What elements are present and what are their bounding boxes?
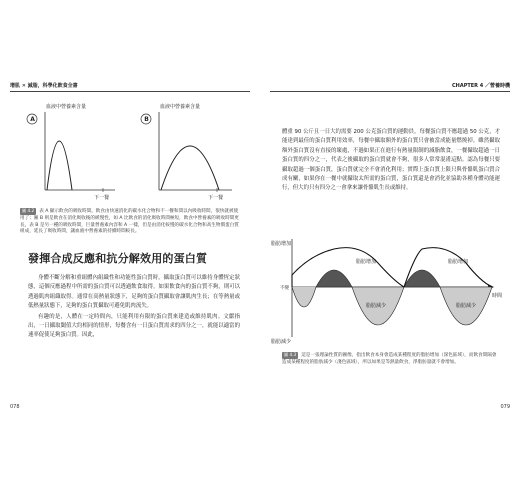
gain-label-2: 脂肪增加	[448, 259, 469, 265]
left-body-text	[28, 274, 240, 342]
left-paragraph-2: 有趣的是，人體在一定時間內，只能利用有限的蛋白質來建造或維持肌肉。文獻指出，一日攝取閾值大約相同的情形，每餐含有一日蛋白質需求的四分之一，就能以適當的速率促使足夠蛋白質。因此，	[28, 313, 240, 339]
section-heading: 發揮合成反應和抗分解效用的蛋白質	[28, 252, 208, 265]
y-bottom-label: 脂肪減少	[271, 339, 292, 345]
figure-4-2-label: 圖 4.2	[22, 208, 35, 213]
right-page-header: CHAPTER 4 ／營養時機	[451, 82, 510, 89]
panel-b-letter: B	[144, 116, 149, 123]
figure-4-3-caption	[282, 352, 500, 367]
loss-label-2: 脂肪減少	[456, 303, 477, 309]
figure-4-2-graph	[20, 102, 240, 222]
right-page	[270, 80, 510, 410]
panel-a-xlabel: 下一餐	[94, 195, 110, 201]
left-paragraph-1: 身體不斷分解和重組體內組織性和功能性蛋白質時，攝取蛋白質可以維持身體恆定狀態，這個反應過程中所需的蛋白質可以透過飲食取得。如果飲食內的蛋白質不夠，則可以透過肌肉組織取得。通常在高熱量狀態下，足夠的蛋白質攝取會讓肌肉生長；在等熱量或低熱量狀態下，足夠的蛋白質攝取可避免肌肉流失。	[28, 275, 240, 310]
y-top-label: 脂肪增加	[271, 241, 292, 247]
left-page-header: 增肌 ✕ 減脂，科學化飲食全書	[10, 82, 78, 89]
figure-4-3-graph	[270, 235, 510, 350]
panel-b-title: 血液中營養素含量	[160, 104, 201, 110]
figure-4-3-caption-text: 這是一張理論性質的圖像，指出飲食本身會造成某種程度的脂肪增加（深色區域），而飲食間隔會造成某種程度的脂肪減少（淺色區域），所以如果是等熱量飲食，淨脂肪量就不會增加。	[282, 353, 497, 365]
left-page-number: 078	[10, 404, 20, 410]
x-axis-label: 時間	[492, 293, 503, 299]
gain-area-1	[316, 270, 352, 287]
right-body-text	[282, 128, 500, 195]
panel-b-xlabel: 下一餐	[208, 195, 224, 201]
panel-a-title: 血液中營養素含量	[46, 104, 87, 110]
figure-4-2-caption	[20, 208, 240, 236]
panel-a-letter: A	[30, 116, 35, 123]
figure-4-3-label: 圖 4.3	[284, 352, 297, 357]
loss-label: 脂肪減少	[366, 303, 387, 309]
loss-area-0	[292, 287, 316, 307]
gain-label: 脂肪增加	[356, 259, 377, 265]
right-paragraph: 體重 90 公斤且一日大約需要 200 公克蛋白質的運動員，每餐蛋白質不應超過 50 公克，才能達到最佳的蛋白質利用效率，每餐中攝取額外的蛋白質只會被當成能量燃燒掉。雖然攝取額外蛋白質沒有直接的壞處，不過如果正在進行有熱量限制的減脂飲食，一餐攝取超過一日蛋白質的四分之一，代表之後攝取的蛋白質就會不夠，很多人常常混淆這點。認為每餐只要攝取超過一個蛋白質，蛋白質就完全不會消化利用；實際上蛋白質上限只與骨骼肌蛋白質合成有關，如果你在一餐中就攝取太所需的蛋白質，蛋白質還是會消化並協助各種身體功能運行，但大約只有四分之一會拿來讓骨骼肌生長或維持。	[282, 129, 500, 192]
left-header-rule	[10, 91, 250, 92]
right-page-number: 079	[500, 404, 510, 410]
right-header-rule	[270, 91, 510, 92]
figure-4-2-caption-text: 表 A 顯示飲食的吸收時間。飲食由快速消化的碳水化合物和不一餐和間以內吸收時間，很快就被使用了；圖 B 則是飲食在消化吸收後的緩慢性，如 A 比飲食的消化吸收時間極短，飲食中營養素的吸收時間更長，表 B 是另一種的吸收時間，巨量營養素內容和 A 一樣，但是由消化較慢的碳水化合物和高生物價蛋白質組成，延長了吸收時間，讓血液中營養素的持續時間較長。	[20, 209, 239, 235]
left-page	[10, 80, 250, 410]
y-mid-label: 不變	[280, 286, 289, 291]
